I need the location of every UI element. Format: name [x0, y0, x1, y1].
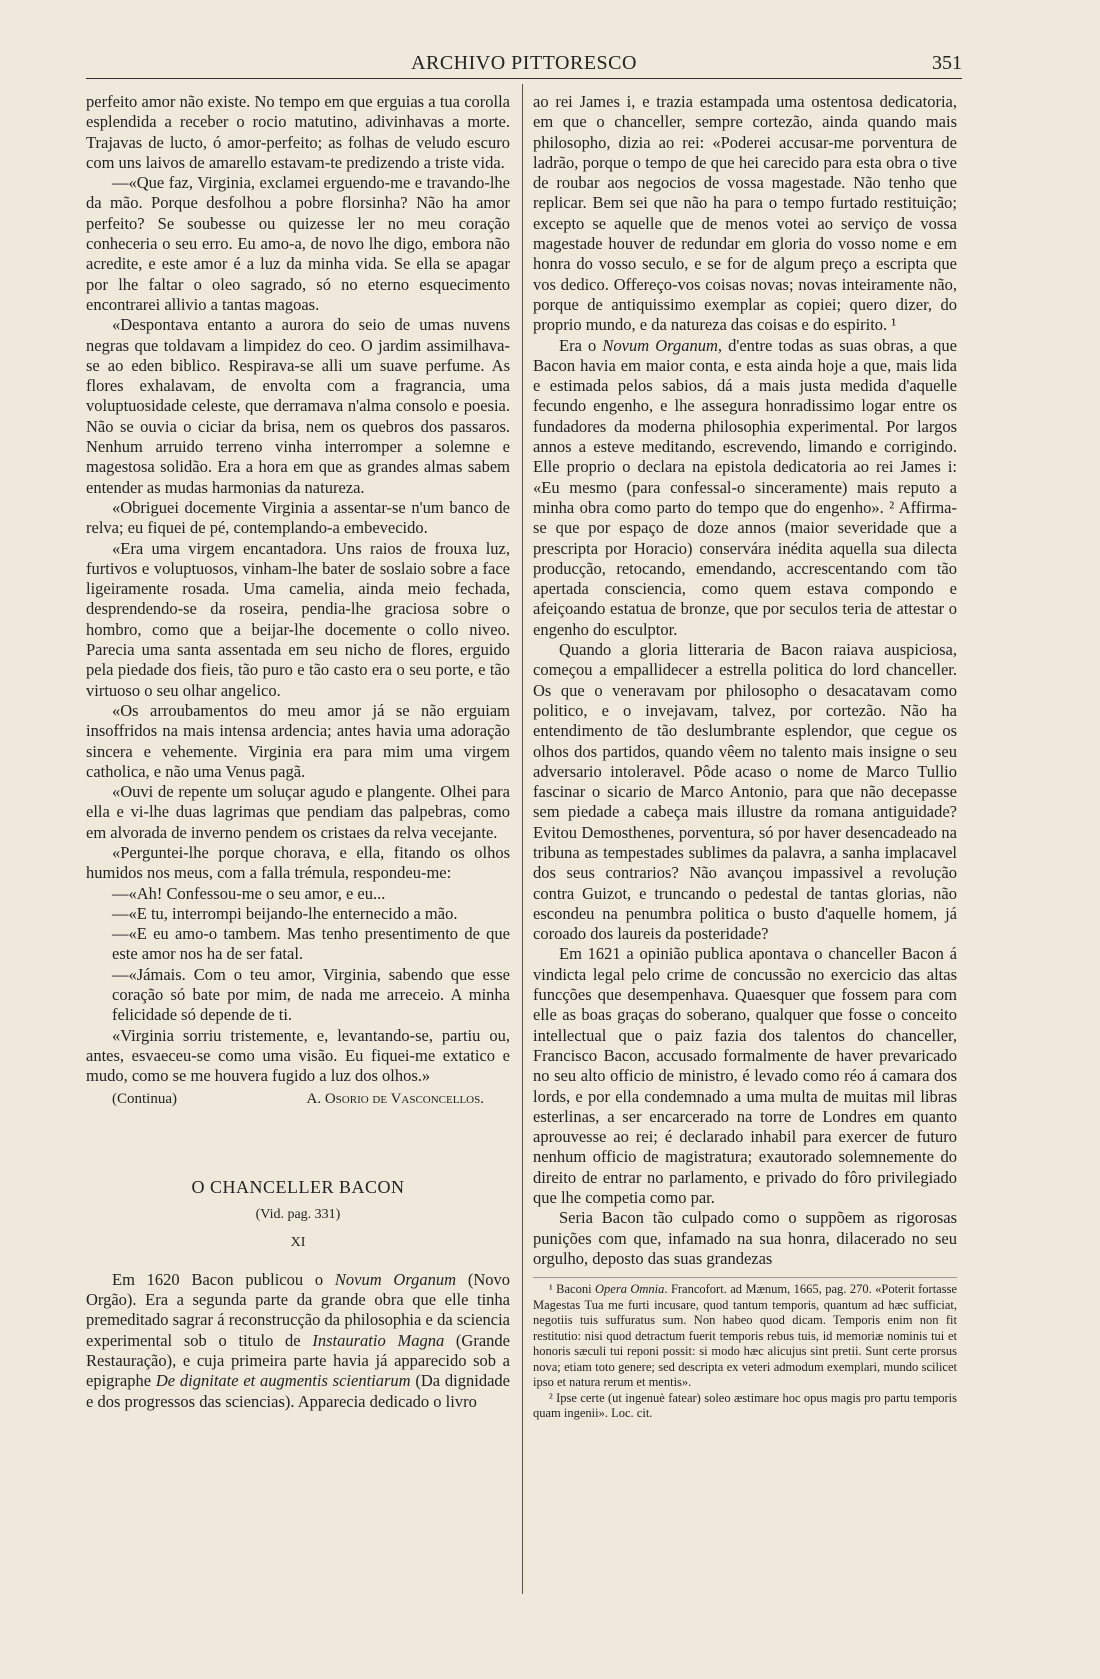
footnotes [533, 1277, 957, 1422]
column-divider [522, 84, 523, 1594]
dialogue-line: —«E tu, interrompi beijando-lhe enternecido a mão. [112, 903, 458, 923]
paragraph: ao rei James i, e trazia estampada uma ostentosa dedicatoria, em que o chanceller, sempre cortezão, ainda quando mais philosopho, dizia ao rei: «Poderei accusar-me porventura de ladrão, porque o tempo de que hei carecido para esta obra o tive de roubar aos negocios de vossa magestade. Não tenho que replicar. Bem sei que não ha para o tempo furtado restituição; excepto se aquelle que de menos votei ao serviço de vossa magestade houver de redundar em gloria do vosso nome e em honra do vosso seculo, e se for de algum preço a escripta que vos dedico. Offereço-vos coisas novas; novas inteiramente não, porque de antiquissimo exemplar as copiei; quero dizer, do proprio mundo, e da natureza das coisas e do espirito. ¹ [533, 92, 957, 335]
dialogue-line: —«Ah! Confessou-me o seu amor, e eu... [112, 883, 386, 903]
article-title: O CHANCELLER BACON [191, 1176, 405, 1197]
publication-title: ARCHIVO PITTORESCO [411, 52, 637, 74]
paragraph: Em 1620 Bacon publicou o Novum Organum (Novo Orgão). Era a segunda parte da grande obra que elle tinha premeditado sagrar á reconstrucção da philosophia e da sciencia experimental sob o titulo de Instauratio Magna (Grande Restauração), e cuja primeira parte havia já apparecido sob a epigraphe De dignitate et augmentis scientiarum (Da dignidade e dos progressos das sciencias). Apparecia dedicado o livro [86, 1269, 510, 1411]
left-column [86, 92, 510, 1412]
continues-note: (Continua) [112, 1090, 177, 1107]
paragraph: Era o Novum Organum, d'entre todas as suas obras, a que Bacon havia em maior conta, e esta ainda hoje a que, mais lida e estimada pelos sabios, dá a mais justa medida d'aquelle fecundo engenho, e lhe assegura honradissimo logar entre os fundadores da moderna philosophia experimental. Por largos annos a esteve meditando, escrevendo, limando e corrigindo. Elle proprio o declara na epistola dedicatoria ao rei James i: «Eu mesmo (para confessal-o sinceramente) mais reputo a minha obra como parto do tempo que do engenho». ² Affirma-se que por espaço de doze annos (maior severidade que a prescripta por Horacio) conservára inédita aquella sua dilecta producção, retocando, emendando, accrescentando com tão apertada consciencia, como quem estava compondo e afeiçoando estatua de bronze, que por seculos teria de attestar o engenho do esculptor. [533, 335, 957, 639]
paragraph: Em 1621 a opinião publica apontava o chanceller Bacon á vindicta legal pelo crime de concussão no exercicio das altas funcções que desempenhava. Quaesquer que fossem para com elle as boas graças do soberano, qualquer que fosse o conceito intellectual que o paiz fazia dos talentos do chanceller, Francisco Bacon, accusado formalmente de haver prevaricado no seu alto officio de ministro, é levado como réo á camara dos lords, e por ella condemnado a uma multa de muitas mil libras esterlinas, a ser encarcerado na torre de Londres em quanto aprouvesse ao rei; é declarado inhabil para exercer de futuro nenhum officio de magistratura; exautorado solemnemente do direito de entrar no parlamento, e privado do fôro privilegiado que lhe competia como par. [533, 944, 957, 1208]
paragraph: «Virginia sorriu tristemente, e, levantando-se, partiu ou, antes, esvaeceu-se como uma visão. Eu fiquei-me extatico e mudo, como se me houvera fugido a luz dos olhos.» [86, 1025, 510, 1086]
paragraph: Seria Bacon tão culpado como o suppõem as rigorosas punições com que, infamado na sua honra, dilacerado no seu orgulho, deposto das suas grandezas [533, 1208, 957, 1268]
story-signature [86, 1089, 510, 1109]
paragraph: perfeito amor não existe. No tempo em que erguias a tua corolla esplendida a receber o rocio matutino, adivinhavas a morte. Trajavas de lucto, ó amor-perfeito; as folhas de veludo escuro com uns laivos de amarello estavam-te predizendo a triste vida. [86, 92, 510, 172]
footnote-1: ¹ Baconi Opera Omnia. Francofort. ad Mænum, 1665, pag. 270. «Poterit fortasse Magestas Tua me furti incusare, quod tantum temporis, quantum ad hæc sufficiat, negotiis tuis suffuratus sum. Non habeo quod dicam. Temporis enim non fit restitutio: nisi quod detractum fuerit temporis rebus tuis, id memoriæ nominis tui et honoris sæculi tui reponi possit: si modo hæc alicujus sint pretii. Sunt certe prorsus nova; etiam toto genere; sed descripta ex veteri admodum exemplari, mundo scilicet ipso et natura rerum et mentis». [533, 1282, 957, 1390]
right-column [533, 92, 957, 1422]
page-header [86, 52, 962, 78]
paragraph: Quando a gloria litteraria de Bacon raiava auspiciosa, começou a empallidecer a estrella politica do lord chanceller. Os que o veneravam por philosopho o desacatavam como politico, e o invejavam, talvez, por cortezão. Não ha entendimento de tão deslumbrante esplendor, que cegue os olhos dos partidos, quando vêem no talento mais insigne o seu adversario intoleravel. Pôde acaso o nome de Marco Tullio fascinar o sicario de Marco Antonio, para que não decepasse sem piedade a cabeça mais illustre da romana antiguidade? Evitou Demosthenes, porventura, só por haver desencadeado na tribuna as tempestades sublimes da palavra, a sanha implacavel dos seus contrarios? Não avançou impassivel a revolução contra Guizot, e truncando o pedestal de tantas glorias, não escondeu na penumbra politica o busto d'aquelle homem, já coroado dos laureis da posteridade? [533, 640, 957, 944]
paragraph: «Despontava entanto a aurora do seio de umas nuvens negras que toldavam a limpidez do ceo. O jardim assimilhava-se ao eden biblico. Respirava-se alli um suave perfume. As flores exhalavam, de envolta com a fragrancia, uma voluptuosidade celeste, que derramava n'alma consolo e poesia. Não se ouvia o ciciar da brisa, nem os quebros dos passaros. Nenhum arruido terreno vinha interromper a solemne e magestosa solidão. Era a hora em que as grandes almas sabem entender as mudas harmonias da natureza. [86, 315, 510, 497]
paragraph: —«Que faz, Virginia, exclamei erguendo-me e travando-lhe da mão. Porque desfolhou a pobre florsinha? Não ha amor perfeito? Se soubesse ou quizesse ler no meu coração conheceria o seu erro. Eu amo-a, de novo lhe digo, embora não acredite, e este amor é a luz da minha vida. Se ella se apagar por lhe faltar o oleo sagrado, só no eterno esquecimento encontrarei allivio a tantas magoas. [86, 173, 510, 314]
paragraph: «Os arroubamentos do meu amor já se não erguiam insoffridos na mais intensa ardencia; antes havia uma adoração sincera e vehemente. Virginia era para mim uma virgem catholica, e não uma Venus pagã. [86, 700, 510, 781]
dialogue-line: —«E eu amo-o tambem. Mas tenho presentimento de que este amor nos ha de ser fatal. [112, 924, 510, 964]
author-name: A. Osorio de Vasconcellos. [306, 1090, 484, 1107]
section-number: XI [290, 1235, 306, 1251]
paragraph: «Obriguei docemente Virginia a assentar-se n'um banco de relva; eu fiquei de pé, contemplando-a embevecido. [86, 497, 510, 538]
dialogue-line: —«Jámais. Com o teu amor, Virginia, sabendo que esse coração só bate por mim, de nada me arreceio. A minha felicidade só depende de ti. [112, 964, 510, 1025]
page-number: 351 [932, 52, 962, 74]
paragraph: «Perguntei-lhe porque chorava, e ella, fitando os olhos humidos nos meus, com a falla trémula, respondeu-me: [86, 842, 510, 883]
article-body [86, 1270, 510, 1412]
header-rule [86, 78, 962, 79]
article-reference: (Vid. pag. 331) [255, 1207, 341, 1223]
footnote-2: ² Ipse certe (ut ingenuè fatear) soleo æstimare hoc opus magis pro partu temporis quam ingenii». Loc. cit. [533, 1390, 957, 1421]
paragraph: «Ouvi de repente um soluçar agudo e plangente. Olhei para ella e vi-lhe duas lagrimas que pendiam das palpebras, como em alvorada de inverno pendem os cristaes da relva vecejante. [86, 782, 510, 842]
paragraph: «Era uma virgem encantadora. Uns raios de frouxa luz, furtivos e voluptuosos, vinham-lhe bater de soslaio sobre a face ligeiramente rosada. Uma camelia, ainda meio fechada, desprendendo-se da roseira, pendia-lhe graciosa sobre o hombro, como que a beijar-lhe docemente o collo niveo. Parecia uma santa assentada em seu nicho de flores, erguido pela piedade dos fieis, tão puro e tão casto era o seu porte, e tão virtuoso o seu olhar angelico. [86, 538, 510, 700]
